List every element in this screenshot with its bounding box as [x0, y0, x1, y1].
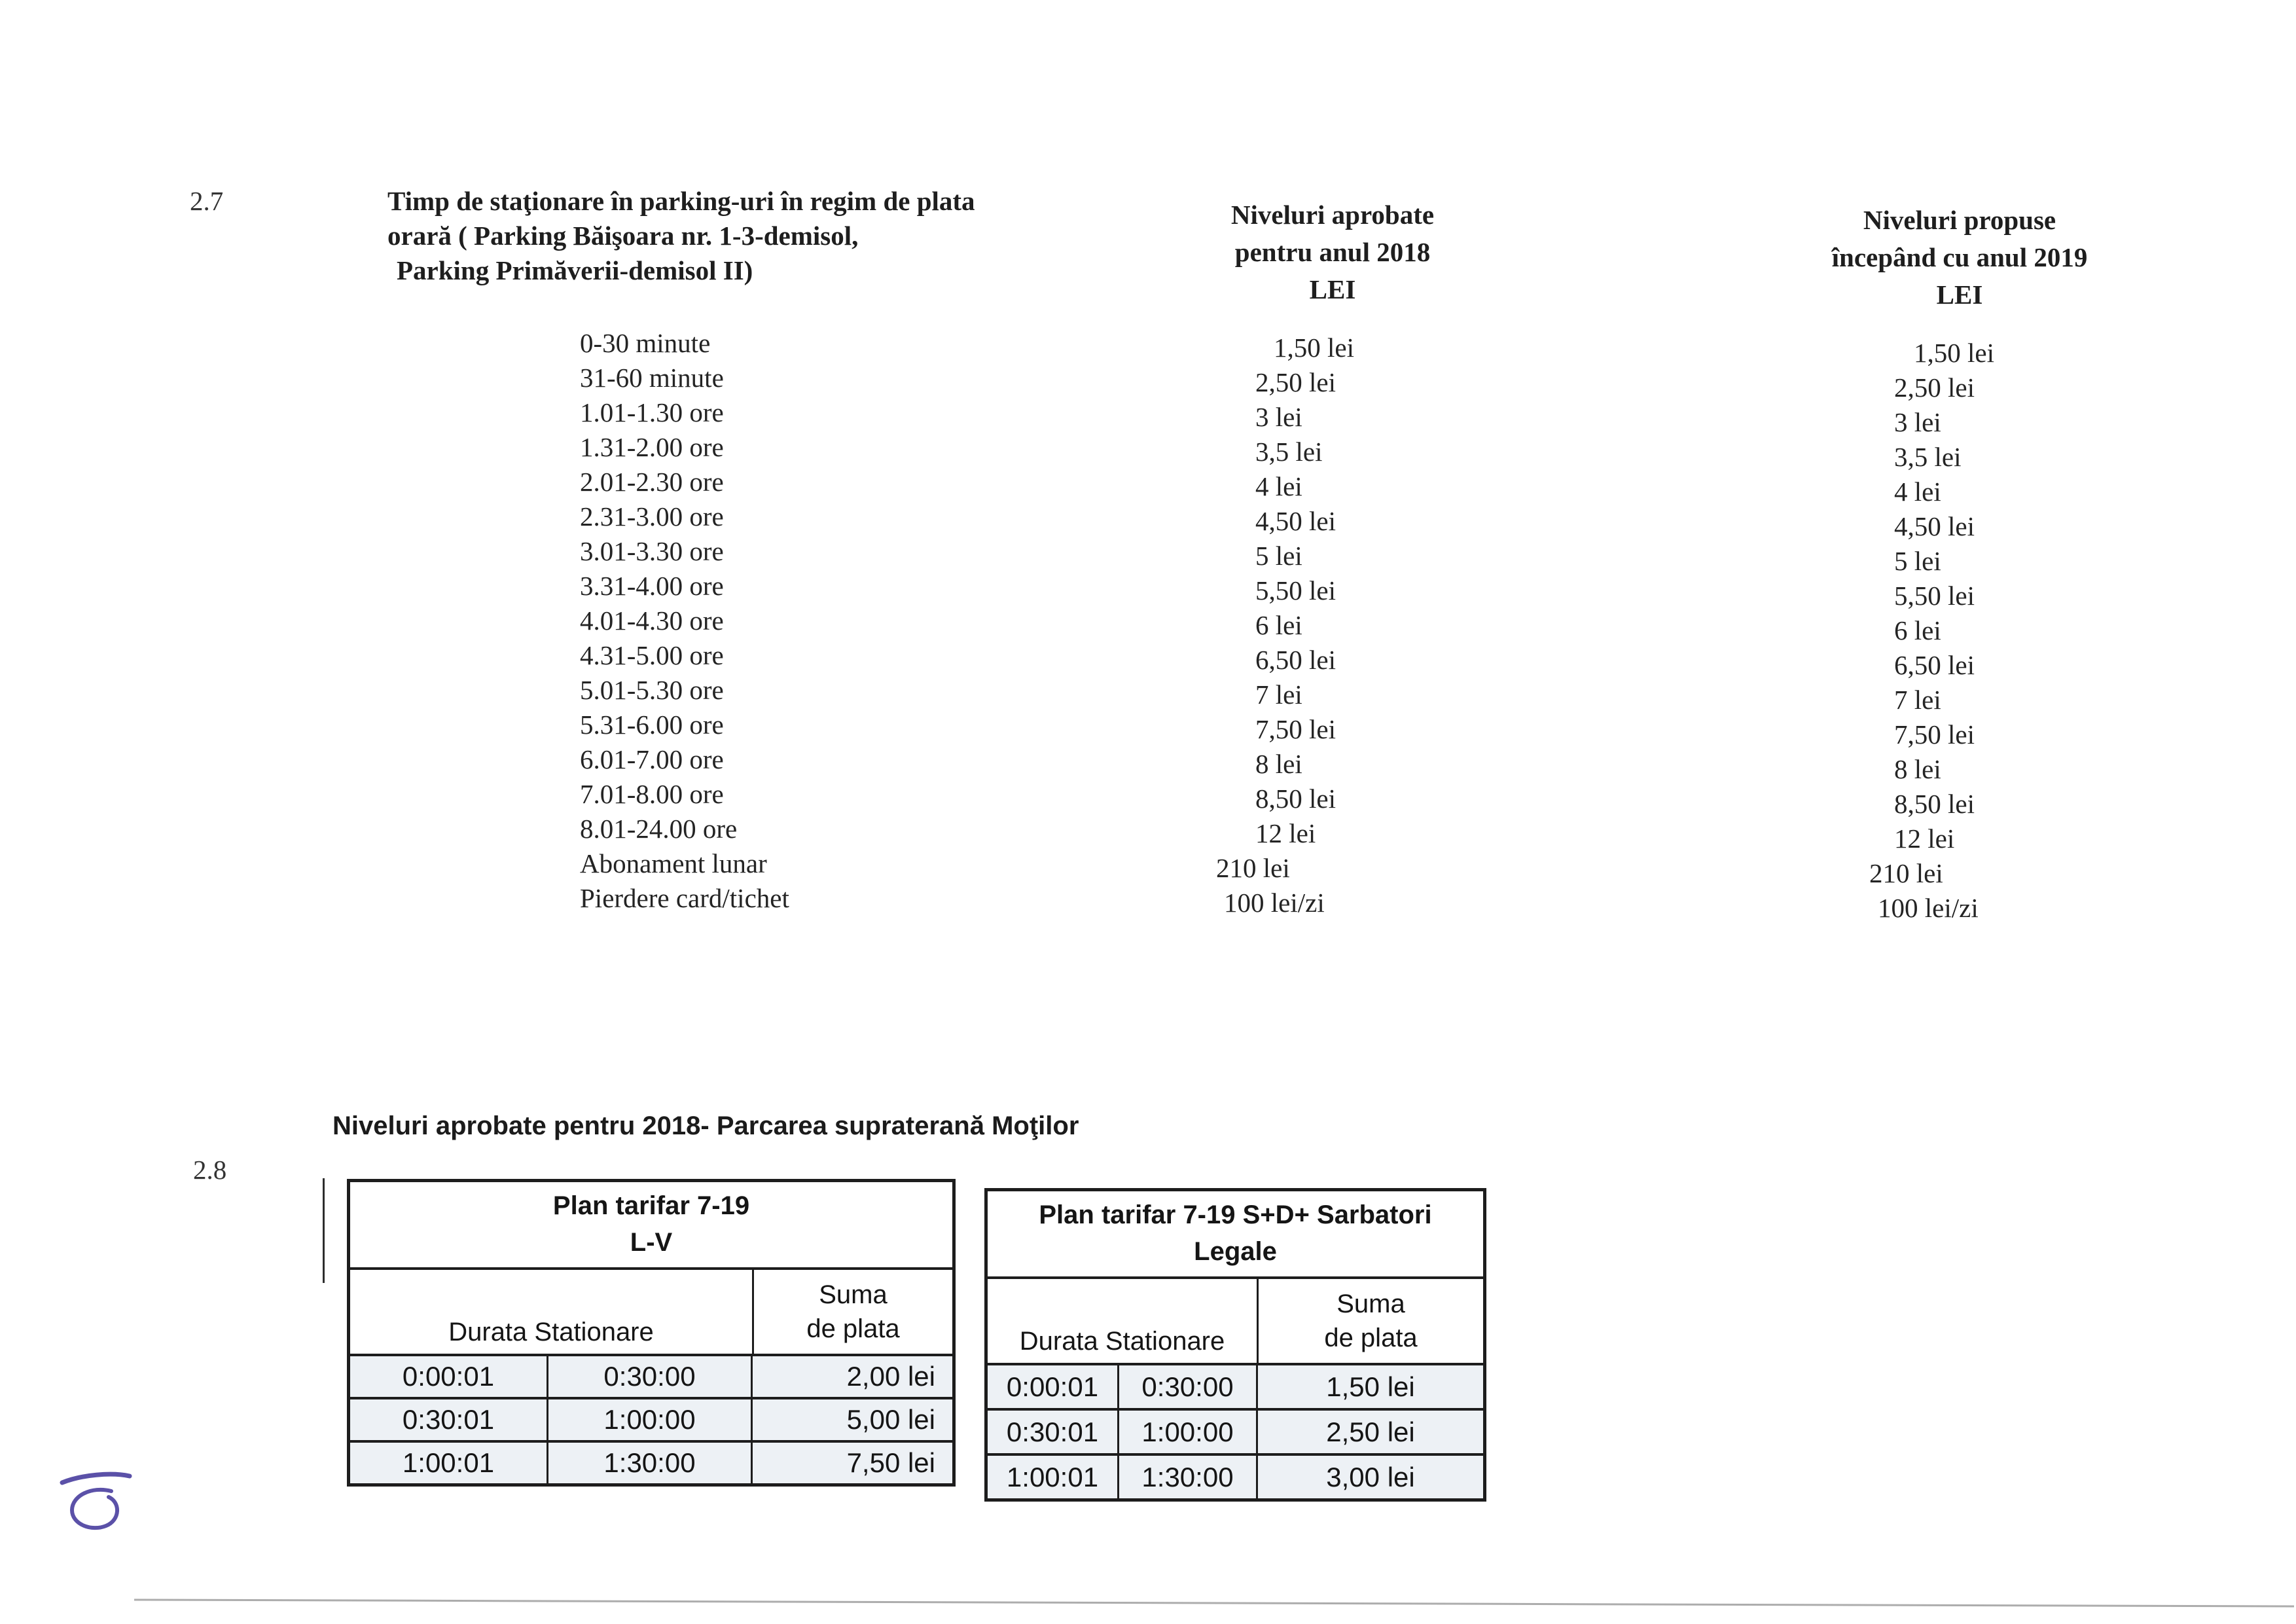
price-2019: 8 lei: [1894, 754, 1941, 784]
table-lv-amount-cell: 2,00 lei: [751, 1356, 952, 1397]
duration-interval: 4.31-5.00 ore: [580, 640, 724, 670]
section-2-7-number: 2.7: [190, 186, 224, 216]
duration-interval: 3.31-4.00 ore: [580, 571, 724, 601]
price-2019: 3 lei: [1894, 407, 1941, 437]
price-2018: 210 lei: [1216, 853, 1290, 883]
price-2018: 6,50 lei: [1255, 645, 1336, 675]
column-header-2019-line2: începând cu anul 2019: [1831, 242, 2088, 272]
table-weekend-amount-cell: 2,50 lei: [1256, 1411, 1483, 1453]
duration-interval: 31-60 minute: [580, 363, 724, 393]
table-weekend-header-sum-line2: de plata: [1324, 1324, 1418, 1352]
table-weekend-row: [988, 1408, 1483, 1453]
table-lv-title: [350, 1182, 952, 1270]
table-weekend-body: [988, 1365, 1483, 1498]
price-2019: 6 lei: [1894, 615, 1941, 645]
table-lv-time-cell: 1:00:00: [547, 1399, 751, 1440]
price-2019: 5,50 lei: [1894, 581, 1975, 611]
table-plan-tarifar-weekend: [984, 1188, 1486, 1502]
column-header-2018-line3: LEI: [1309, 274, 1356, 304]
table-weekend-row: [988, 1365, 1483, 1408]
price-2019: 100 lei/zi: [1878, 893, 1979, 923]
table-weekend-time-cell: 0:30:01: [1006, 1416, 1099, 1447]
table-lv-time-cell: 1:00:01: [402, 1447, 495, 1478]
table-lv-row: [350, 1397, 952, 1440]
duration-interval: 6.01-7.00 ore: [580, 744, 724, 774]
price-2018: 1,50 lei: [1274, 333, 1354, 363]
table-lv-row: [350, 1356, 952, 1397]
table-weekend-time-cell: 1:00:01: [1006, 1461, 1099, 1492]
table-lv-header-sum-line2: de plata: [806, 1314, 900, 1343]
duration-interval: Abonament lunar: [580, 848, 767, 878]
table-lv-row: [350, 1440, 952, 1483]
table-lv-title-line2: L-V: [630, 1228, 673, 1257]
price-2019: 3,5 lei: [1894, 442, 1962, 472]
duration-interval: 5.31-6.00 ore: [580, 710, 724, 740]
column-header-2018-line2: pentru anul 2018: [1234, 237, 1431, 267]
table-lv-header-sum-line1: Suma: [819, 1280, 888, 1309]
duration-interval: 1.31-2.00 ore: [580, 432, 724, 462]
table-weekend-title: [988, 1191, 1483, 1279]
section-2-7-title-line1: Timp de staţionare în parking-uri în regim de plata: [387, 186, 975, 216]
table-lv-time-cell: 0:30:01: [402, 1404, 495, 1435]
table-lv-time-cell: 0:00:01: [402, 1361, 495, 1392]
duration-interval: 7.01-8.00 ore: [580, 779, 724, 809]
price-2018: 4,50 lei: [1255, 506, 1336, 536]
section-2-8-heading: Niveluri aprobate pentru 2018- Parcarea supraterană Moţilor: [332, 1111, 1079, 1140]
price-2019: 2,50 lei: [1894, 372, 1975, 403]
table-lv-amount-cell: 5,00 lei: [751, 1399, 952, 1440]
prices-2018-list: [1216, 331, 1354, 920]
price-2018: 6 lei: [1255, 610, 1302, 640]
price-2019: 8,50 lei: [1894, 789, 1975, 819]
table-weekend-amount-cell: 3,00 lei: [1256, 1456, 1483, 1498]
column-header-2019-line3: LEI: [1936, 280, 1983, 310]
price-2018: 3 lei: [1255, 402, 1302, 432]
table-lv-time-cell: 0:30:00: [547, 1356, 751, 1397]
section-2-8-number: 2.8: [193, 1155, 227, 1185]
table-weekend-header-row: [988, 1279, 1483, 1365]
price-2018: 7,50 lei: [1255, 714, 1336, 744]
table-weekend-row: [988, 1453, 1483, 1498]
price-2018: 5,50 lei: [1255, 575, 1336, 605]
section-2-7-title: [387, 184, 1081, 288]
column-header-2019: [1757, 202, 2162, 314]
duration-interval: 5.01-5.30 ore: [580, 675, 724, 705]
column-header-2018-line1: Niveluri aprobate: [1230, 200, 1435, 230]
price-2018: 2,50 lei: [1255, 367, 1336, 397]
column-header-2018: [1130, 196, 1535, 308]
duration-interval: 0-30 minute: [580, 328, 711, 358]
table-weekend-time-cell: 1:30:00: [1117, 1456, 1256, 1498]
price-2018: 3,5 lei: [1255, 437, 1323, 467]
table-weekend-title-line1: Plan tarifar 7-19 S+D+ Sarbatori: [1039, 1200, 1432, 1229]
price-2018: 100 lei/zi: [1224, 888, 1325, 918]
section-2-7-title-line2: orară ( Parking Băişoara nr. 1-3-demisol,: [387, 221, 859, 251]
table-lv-body: [350, 1356, 952, 1483]
table-weekend-header-sum-line1: Suma: [1336, 1290, 1405, 1318]
price-2019: 4 lei: [1894, 477, 1941, 507]
price-2019: 7 lei: [1894, 685, 1941, 715]
duration-interval: 2.01-2.30 ore: [580, 467, 724, 497]
table-lv-amount-cell: 7,50 lei: [751, 1443, 952, 1483]
handwritten-pen-mark: [46, 1450, 177, 1542]
section-2-7-title-line3: Parking Primăverii-demisol II): [397, 255, 753, 285]
table-weekend-header-duration: Durata Stationare: [1019, 1327, 1225, 1356]
scan-artifact-line: [0, 1589, 2296, 1618]
price-2019: 6,50 lei: [1894, 650, 1975, 680]
price-2019: 12 lei: [1894, 823, 1955, 854]
duration-interval: Pierdere card/tichet: [580, 883, 789, 913]
price-2018: 5 lei: [1255, 541, 1302, 571]
prices-2019-list: [1869, 336, 1994, 926]
price-2018: 8 lei: [1255, 749, 1302, 779]
duration-interval: 4.01-4.30 ore: [580, 605, 724, 636]
table-lv-time-cell: 1:30:00: [547, 1443, 751, 1483]
price-2018: 4 lei: [1255, 471, 1302, 501]
price-2019: 4,50 lei: [1894, 511, 1975, 541]
duration-interval: 8.01-24.00 ore: [580, 814, 738, 844]
duration-interval: 2.31-3.00 ore: [580, 501, 724, 532]
duration-interval: 3.01-3.30 ore: [580, 536, 724, 566]
price-2019: 1,50 lei: [1914, 338, 1994, 368]
column-header-2019-line1: Niveluri propuse: [1863, 205, 2056, 235]
table-weekend-header-sum: [1257, 1279, 1483, 1363]
price-2018: 8,50 lei: [1255, 784, 1336, 814]
stray-vertical-rule: [323, 1178, 325, 1283]
price-2019: 210 lei: [1869, 858, 1943, 888]
duration-interval-list: [580, 326, 789, 916]
table-lv-header-sum: [752, 1270, 952, 1354]
table-weekend-time-cell: 0:30:00: [1117, 1365, 1256, 1408]
table-weekend-amount-cell: 1,50 lei: [1256, 1365, 1483, 1408]
price-2018: 12 lei: [1255, 818, 1316, 848]
table-lv-header-row: [350, 1270, 952, 1356]
table-lv-header-duration: Durata Stationare: [448, 1318, 654, 1346]
table-lv-title-line1: Plan tarifar 7-19: [552, 1191, 750, 1220]
duration-interval: 1.01-1.30 ore: [580, 397, 724, 427]
table-weekend-title-line2: Legale: [1194, 1237, 1277, 1266]
price-2019: 7,50 lei: [1894, 719, 1975, 749]
price-2018: 7 lei: [1255, 679, 1302, 710]
table-plan-tarifar-lv: [347, 1179, 956, 1487]
table-weekend-time-cell: 1:00:00: [1117, 1411, 1256, 1453]
table-weekend-time-cell: 0:00:01: [1006, 1371, 1099, 1402]
price-2019: 5 lei: [1894, 546, 1941, 576]
